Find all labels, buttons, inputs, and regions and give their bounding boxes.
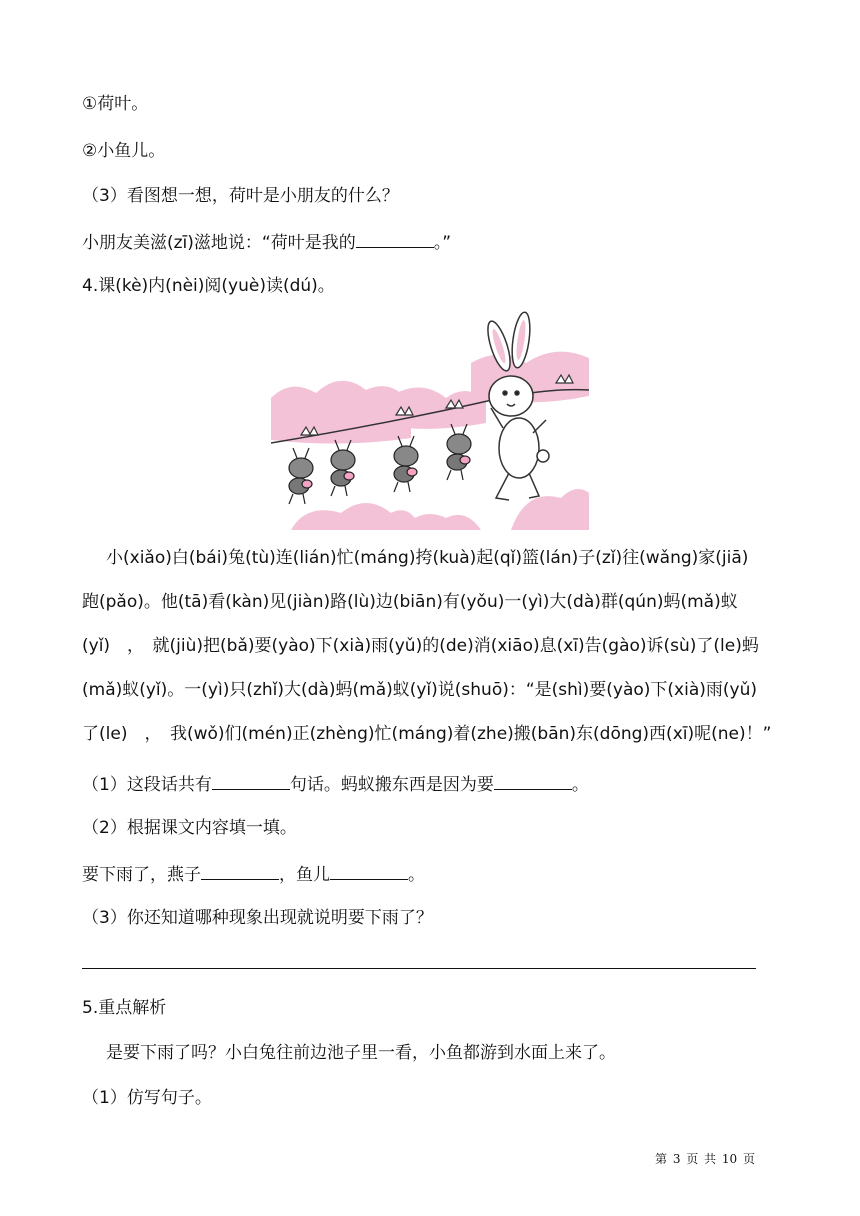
fish-text: ，鱼儿: [279, 865, 330, 885]
section-4-title: 4.课(kè)内(nèi)阅(yuè)读(dú)。: [82, 276, 335, 296]
question-2-end: 。: [408, 865, 425, 885]
question-1: [82, 771, 589, 797]
reason-blank: [494, 771, 572, 790]
rabbit-ants-illustration: [271, 308, 589, 530]
question-3: （3）你还知道哪种现象出现就说明要下雨了？: [82, 908, 433, 928]
item-little-fish: ②小鱼儿。: [82, 141, 166, 161]
passage-line: 小(xiǎo)白(bái)兔(tù)连(lián)忙(máng)挎(kuà)起(qǐ)篮(lán)子(zǐ)往(wǎng)家(jiā): [106, 548, 749, 568]
passage-line: (yǐ) ， 就(jiù)把(bǎ)要(yào)下(xià)雨(yǔ)的(de)消(xiāo)息(xī)告(gào)诉(sù)了(le)蚂: [82, 636, 759, 656]
answer-blank: [356, 229, 434, 248]
question-3-lotus: （3）看图想一想，荷叶是小朋友的什么？: [82, 186, 399, 206]
sentence-count-blank: [212, 771, 290, 790]
passage-line: 了(le) ， 我(wǒ)们(mén)正(zhèng)忙(máng)着(zhe)搬(bān)东(dōng)西(xī)呢(ne)！”: [82, 724, 772, 744]
answer-prefix: 小朋友美滋(zī)滋地说：“荷叶是我的: [82, 233, 356, 253]
swallow-text: 要下雨了，燕子: [82, 865, 201, 885]
section-5-question-1: （1）仿写句子。: [82, 1088, 212, 1108]
passage-line: 跑(pǎo)。他(tā)看(kàn)见(jiàn)路(lù)边(biān)有(yǒu)一(yì)大(dà)群(qún)蚂(mǎ)蚁: [82, 592, 738, 612]
question-2-fill: [82, 861, 425, 887]
reading-passage: [82, 536, 782, 756]
answer-line-blank: [82, 968, 756, 969]
answer-line: [82, 229, 451, 255]
page-number: 第 3 页 共 10 页: [655, 1152, 755, 1166]
swallow-blank: [201, 861, 279, 880]
passage-line: (mǎ)蚁(yǐ)。一(yì)只(zhǐ)大(dà)蚂(mǎ)蚁(yǐ)说(shuō)：“是(shì)要(yào)下(xià)雨(yǔ): [82, 680, 757, 700]
question-1-text-c: 。: [571, 775, 589, 795]
answer-suffix: 。”: [433, 233, 452, 253]
section-5-text: 是要下雨了吗？小白兔往前边池子里一看，小鱼都游到水面上来了。: [106, 1043, 616, 1063]
item-lotus-leaf: ①荷叶。: [82, 94, 149, 114]
question-1-text-a: （1）这段话共有: [82, 775, 212, 795]
question-2: （2）根据课文内容填一填。: [82, 818, 297, 838]
fish-blank: [330, 861, 408, 880]
question-1-text-b: 句话。蚂蚁搬东西是因为要: [289, 775, 494, 795]
section-5-title: 5.重点解析: [82, 998, 167, 1018]
